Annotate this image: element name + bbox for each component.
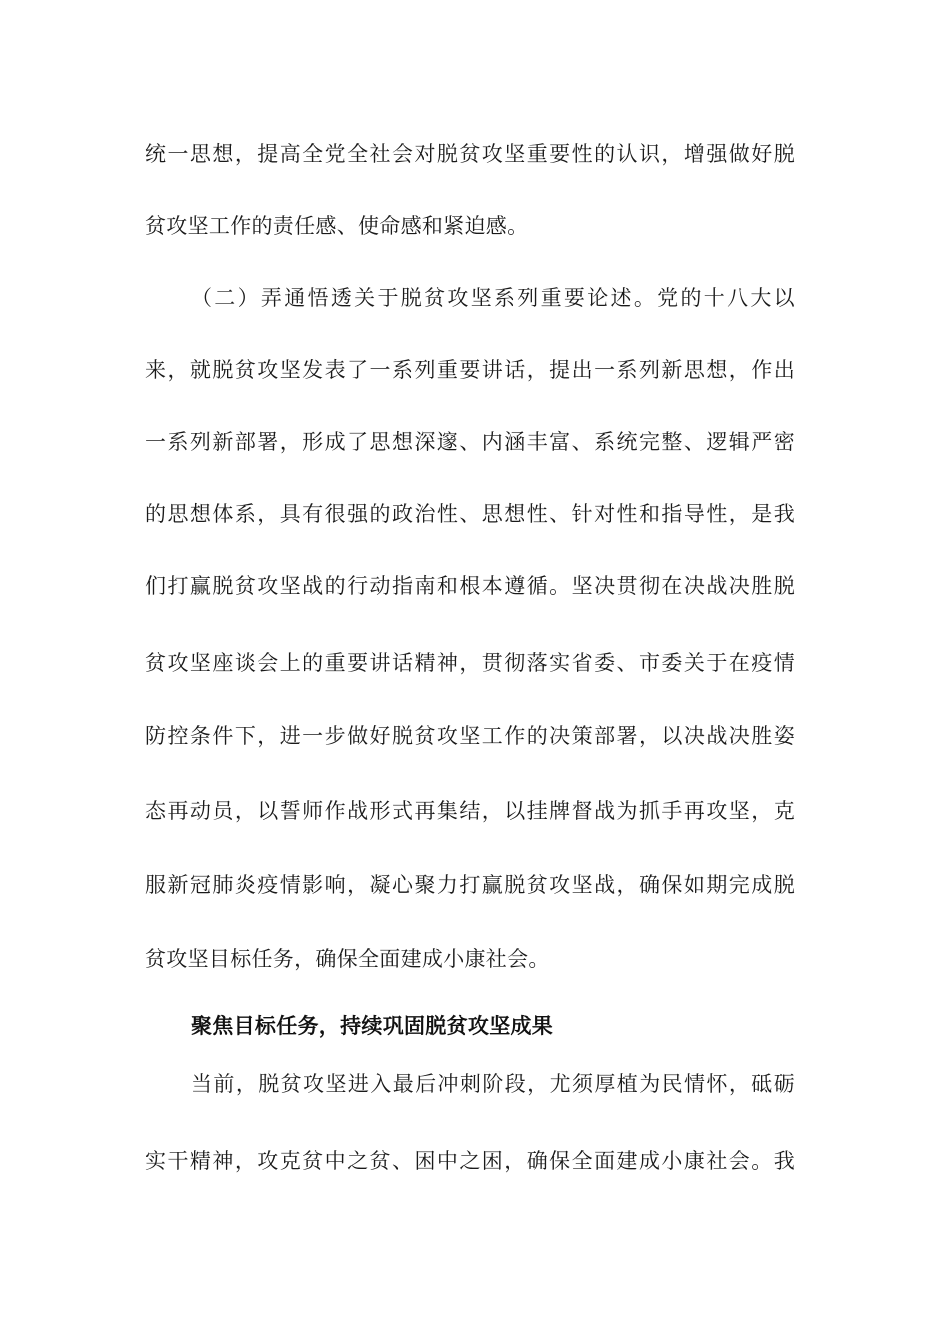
- paragraph-line: 态再动员，以誓师作战形式再集结，以挂牌督战为抓手再攻坚，克: [145, 799, 795, 823]
- paragraph-line: 来，就脱贫攻坚发表了一系列重要讲话，提出一系列新思想，作出: [145, 358, 795, 382]
- section-heading: 聚焦目标任务，持续巩固脱贫攻坚成果: [191, 1014, 554, 1038]
- paragraph-line: 服新冠肺炎疫情影响，凝心聚力打赢脱贫攻坚战，确保如期完成脱: [145, 873, 795, 897]
- paragraph-line: 贫攻坚目标任务，确保全面建成小康社会。: [145, 947, 550, 971]
- paragraph-line: 的思想体系，具有很强的政治性、思想性、针对性和指导性，是我: [145, 502, 795, 526]
- paragraph-line: 统一思想，提高全党全社会对脱贫攻坚重要性的认识，增强做好脱: [145, 142, 795, 166]
- paragraph-line: 防控条件下，进一步做好脱贫攻坚工作的决策部署，以决战决胜姿: [145, 724, 795, 748]
- paragraph-line: 当前，脱贫攻坚进入最后冲刺阶段，尤须厚植为民情怀，砥砺: [191, 1072, 795, 1096]
- paragraph-line: 一系列新部署，形成了思想深邃、内涵丰富、系统完整、逻辑严密: [145, 430, 795, 454]
- paragraph-line: 们打赢脱贫攻坚战的行动指南和根本遵循。坚决贯彻在决战决胜脱: [145, 574, 795, 598]
- section-heading-line: （二）弄通悟透关于脱贫攻坚系列重要论述。党的十八大以: [191, 286, 795, 310]
- paragraph-line: 贫攻坚座谈会上的重要讲话精神，贯彻落实省委、市委关于在疫情: [145, 651, 795, 675]
- paragraph-line: 贫攻坚工作的责任感、使命感和紧迫感。: [145, 214, 529, 238]
- paragraph-line: 实干精神，攻克贫中之贫、困中之困，确保全面建成小康社会。我: [145, 1149, 795, 1173]
